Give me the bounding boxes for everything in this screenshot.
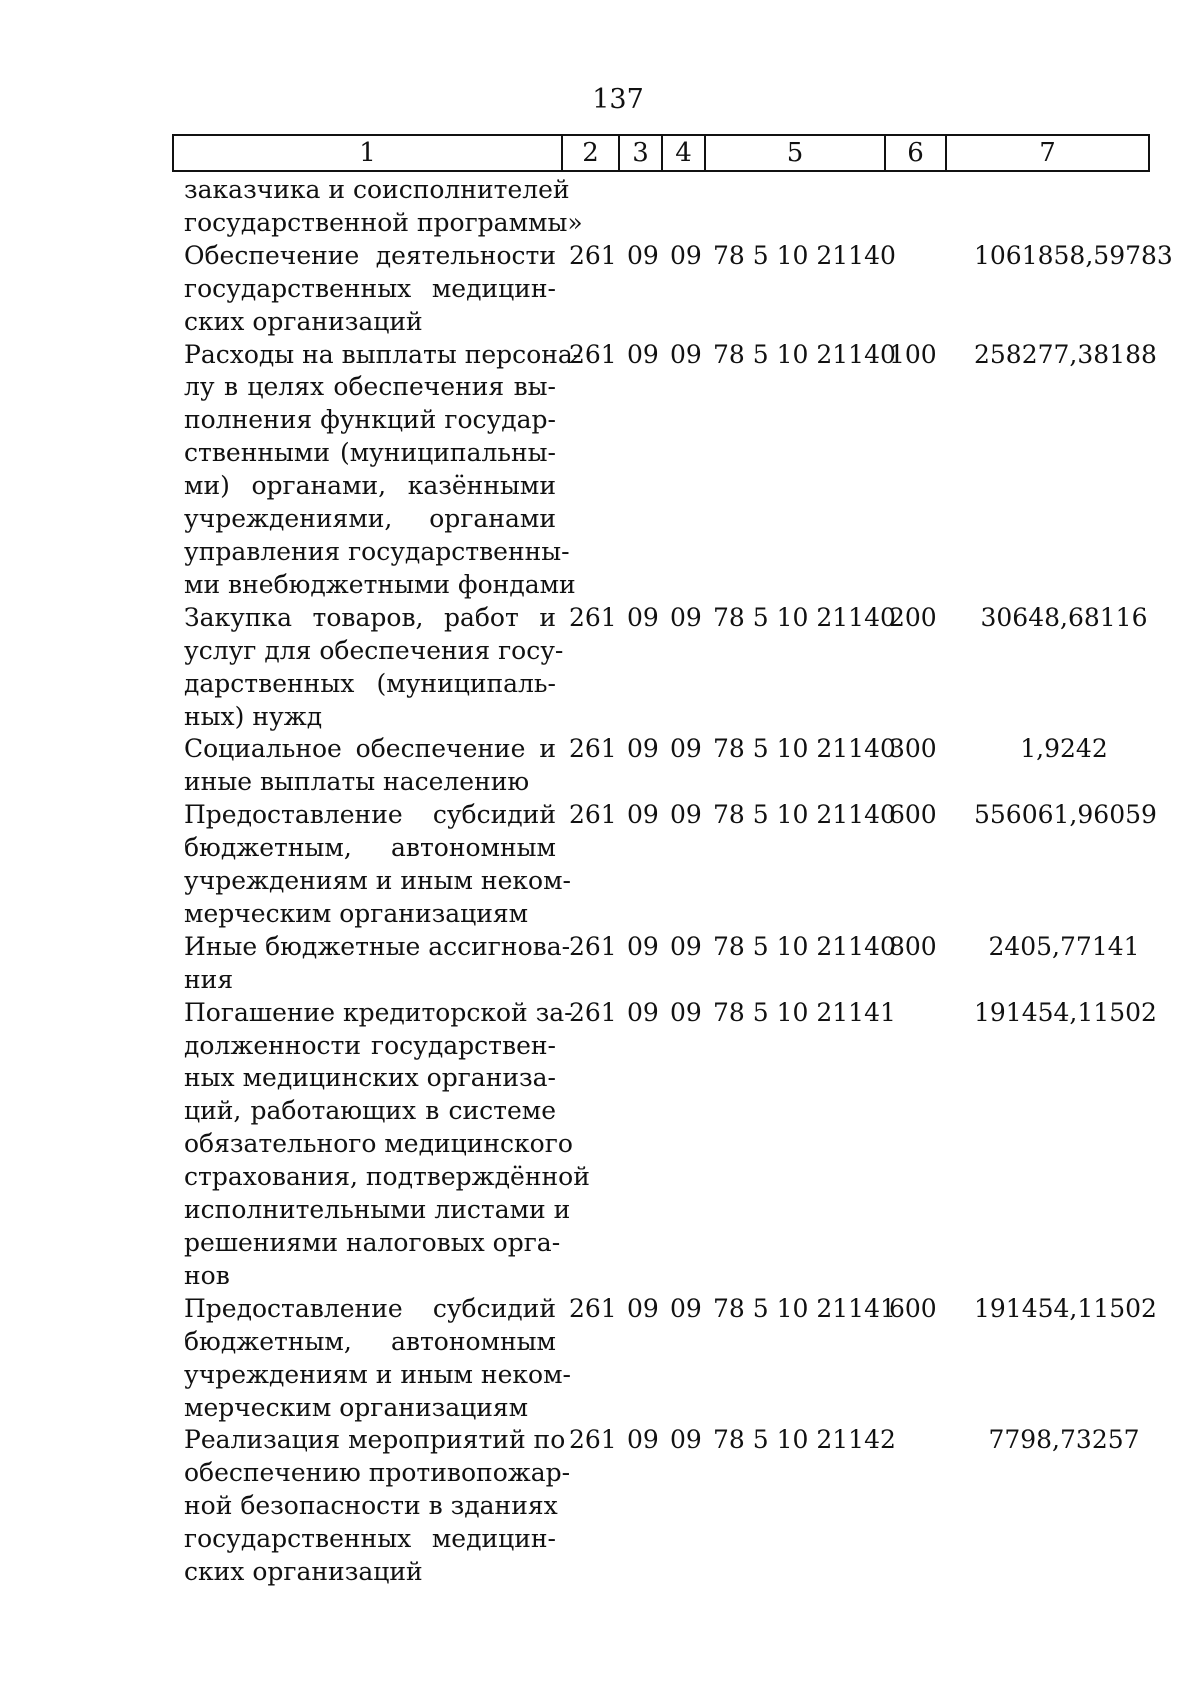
table-row <box>184 240 1173 339</box>
section-code: 09 <box>627 931 659 961</box>
expense-type-code: 600 <box>889 800 937 830</box>
description-line: Закупка товаров, работ и <box>184 602 556 632</box>
description-line: ми внебюджетными фондами <box>184 569 576 599</box>
row-codes <box>569 1293 949 1326</box>
target-article-code: 78 5 10 21140 <box>713 734 896 764</box>
section-code: 09 <box>627 1293 659 1323</box>
row-description <box>184 997 590 1293</box>
row-description <box>184 339 582 602</box>
description-line: ных медицинских организа- <box>184 1063 557 1093</box>
section-code: 09 <box>627 800 659 830</box>
table-row <box>184 339 1164 602</box>
description-line: учреждениям и иным неком- <box>184 866 571 896</box>
row-amount: 2405,77141 <box>988 931 1140 961</box>
row-codes <box>569 602 949 635</box>
row-description <box>184 1424 571 1589</box>
target-article-code: 78 5 10 21140 <box>713 602 896 632</box>
description-line: обязательного медицинского <box>184 1129 573 1159</box>
grbs-code: 261 <box>569 339 617 369</box>
row-codes <box>569 733 949 766</box>
row-codes <box>569 240 949 273</box>
row-description <box>184 174 583 240</box>
row-amount: 556061,96059 <box>974 800 1157 830</box>
page-number: 137 <box>592 84 644 115</box>
description-line: Предоставление субсидий <box>184 800 556 830</box>
target-article-code: 78 5 10 21140 <box>713 931 896 961</box>
description-line: решениями налоговых орга- <box>184 1228 561 1257</box>
description-line: Реализация мероприятий по <box>184 1425 566 1455</box>
subsection-code: 09 <box>670 997 702 1027</box>
description-line: государственных медицин- <box>184 273 556 303</box>
header-col-4: 4 <box>663 136 706 170</box>
target-article-code: 78 5 10 21140 <box>713 339 896 369</box>
grbs-code: 261 <box>569 602 617 632</box>
subsection-code: 09 <box>670 800 702 830</box>
row-codes <box>569 339 949 372</box>
description-line: ния <box>184 964 234 994</box>
target-article-code: 78 5 10 21141 <box>713 997 896 1027</box>
table-body <box>184 174 1173 1589</box>
row-description <box>184 602 564 734</box>
description-line: лу в целях обеспечения вы- <box>184 372 556 402</box>
table-row <box>184 733 1164 799</box>
description-line: мерческим организациям <box>184 898 529 928</box>
description-line: нов <box>184 1260 230 1290</box>
description-line: ских организаций <box>184 306 423 336</box>
description-line: бюджетным, автономным <box>184 1326 556 1356</box>
header-col-6: 6 <box>886 136 947 170</box>
description-line: Предоставление субсидий <box>184 1293 556 1323</box>
grbs-code: 261 <box>569 800 617 830</box>
description-line: управления государственны- <box>184 536 570 566</box>
expense-type-code <box>889 997 949 1030</box>
table-row <box>184 602 1164 734</box>
section-code: 09 <box>627 339 659 369</box>
table-header <box>172 134 1150 172</box>
description-line: ственными (муниципальны- <box>184 438 556 468</box>
row-amount: 30648,68116 <box>980 602 1148 632</box>
grbs-code: 261 <box>569 1425 617 1455</box>
subsection-code: 09 <box>670 339 702 369</box>
description-line: мерческим организациям <box>184 1392 529 1422</box>
table-row <box>184 799 1164 931</box>
description-line: ций, работающих в системе <box>184 1096 556 1126</box>
row-codes <box>569 1424 949 1457</box>
header-col-7: 7 <box>1039 138 1056 168</box>
description-line: бюджетным, автономным <box>184 833 556 863</box>
section-code: 09 <box>627 734 659 764</box>
expense-type-code: 300 <box>889 734 937 764</box>
description-line: страхования, подтверждённой <box>184 1162 590 1192</box>
description-line: Социальное обеспечение и <box>184 734 556 764</box>
description-line: обеспечению противопожар- <box>184 1458 571 1488</box>
table-row <box>184 1293 1164 1425</box>
subsection-code: 09 <box>670 1425 702 1455</box>
row-codes <box>569 799 949 832</box>
description-line: долженности государствен- <box>184 1030 556 1060</box>
subsection-code: 09 <box>670 1293 702 1323</box>
description-line: Расходы на выплаты персона- <box>184 339 582 369</box>
row-description <box>184 240 556 339</box>
table-row <box>184 997 1164 1293</box>
grbs-code: 261 <box>569 997 617 1027</box>
description-line: иные выплаты населению <box>184 767 530 797</box>
row-description <box>184 733 556 799</box>
description-line: исполнительными листами и <box>184 1195 571 1225</box>
grbs-code: 261 <box>569 1293 617 1323</box>
section-code: 09 <box>627 240 659 270</box>
target-article-code: 78 5 10 21140 <box>713 240 896 270</box>
subsection-code: 09 <box>670 602 702 632</box>
description-line: Обеспечение деятельности <box>184 240 556 270</box>
description-line: дарственных (муниципаль- <box>184 668 556 698</box>
grbs-code: 261 <box>569 931 617 961</box>
row-codes <box>569 931 949 964</box>
row-amount: 7798,73257 <box>988 1425 1140 1455</box>
target-article-code: 78 5 10 21140 <box>713 800 896 830</box>
grbs-code: 261 <box>569 734 617 764</box>
row-codes <box>569 997 949 1030</box>
expense-type-code: 600 <box>889 1293 937 1323</box>
row-description <box>184 1293 571 1425</box>
description-line: ной безопасности в зданиях <box>184 1491 558 1521</box>
header-col-1: 1 <box>174 136 563 170</box>
row-amount: 1,9242 <box>1020 734 1108 764</box>
expense-type-code: 100 <box>889 339 937 369</box>
row-amount: 191454,11502 <box>974 1293 1157 1323</box>
subsection-code: 09 <box>670 931 702 961</box>
grbs-code: 261 <box>569 240 617 270</box>
table-row <box>184 931 1164 997</box>
description-line: учреждениям и иным неком- <box>184 1359 571 1389</box>
row-amount: 191454,11502 <box>974 997 1157 1027</box>
section-code: 09 <box>627 602 659 632</box>
description-line: ных) нужд <box>184 701 323 731</box>
description-line: полнения функций государ- <box>184 405 556 435</box>
target-article-code: 78 5 10 21142 <box>713 1425 896 1455</box>
description-line: заказчика и соисполнителей <box>184 175 570 204</box>
row-description <box>184 799 571 931</box>
description-line: государственных медицин- <box>184 1524 556 1554</box>
description-line: ми) органами, казёнными <box>184 471 556 501</box>
row-description <box>184 931 571 997</box>
expense-type-code: 800 <box>889 931 937 961</box>
subsection-code: 09 <box>670 734 702 764</box>
expense-type-code <box>889 240 949 273</box>
description-line: учреждениями, органами <box>184 504 556 534</box>
subsection-code: 09 <box>670 240 702 270</box>
description-line: Иные бюджетные ассигнова- <box>184 931 571 961</box>
section-code: 09 <box>627 1425 659 1455</box>
description-line: Погашение кредиторской за- <box>184 997 573 1027</box>
description-line: ских организаций <box>184 1557 423 1587</box>
row-amount: 1061858,59783 <box>974 240 1173 270</box>
description-line: услуг для обеспечения госу- <box>184 635 564 665</box>
row-amount: 258277,38188 <box>974 339 1157 369</box>
header-col-2: 2 <box>563 136 620 170</box>
header-col-5: 5 <box>706 136 886 170</box>
expense-type-code <box>889 1424 949 1457</box>
target-article-code: 78 5 10 21141 <box>713 1293 896 1323</box>
section-code: 09 <box>627 997 659 1027</box>
table-row <box>184 1424 1164 1589</box>
header-col-3: 3 <box>620 136 663 170</box>
expense-type-code: 200 <box>889 602 937 632</box>
table-row <box>184 174 1164 240</box>
description-line: государственной программы» <box>184 207 583 237</box>
